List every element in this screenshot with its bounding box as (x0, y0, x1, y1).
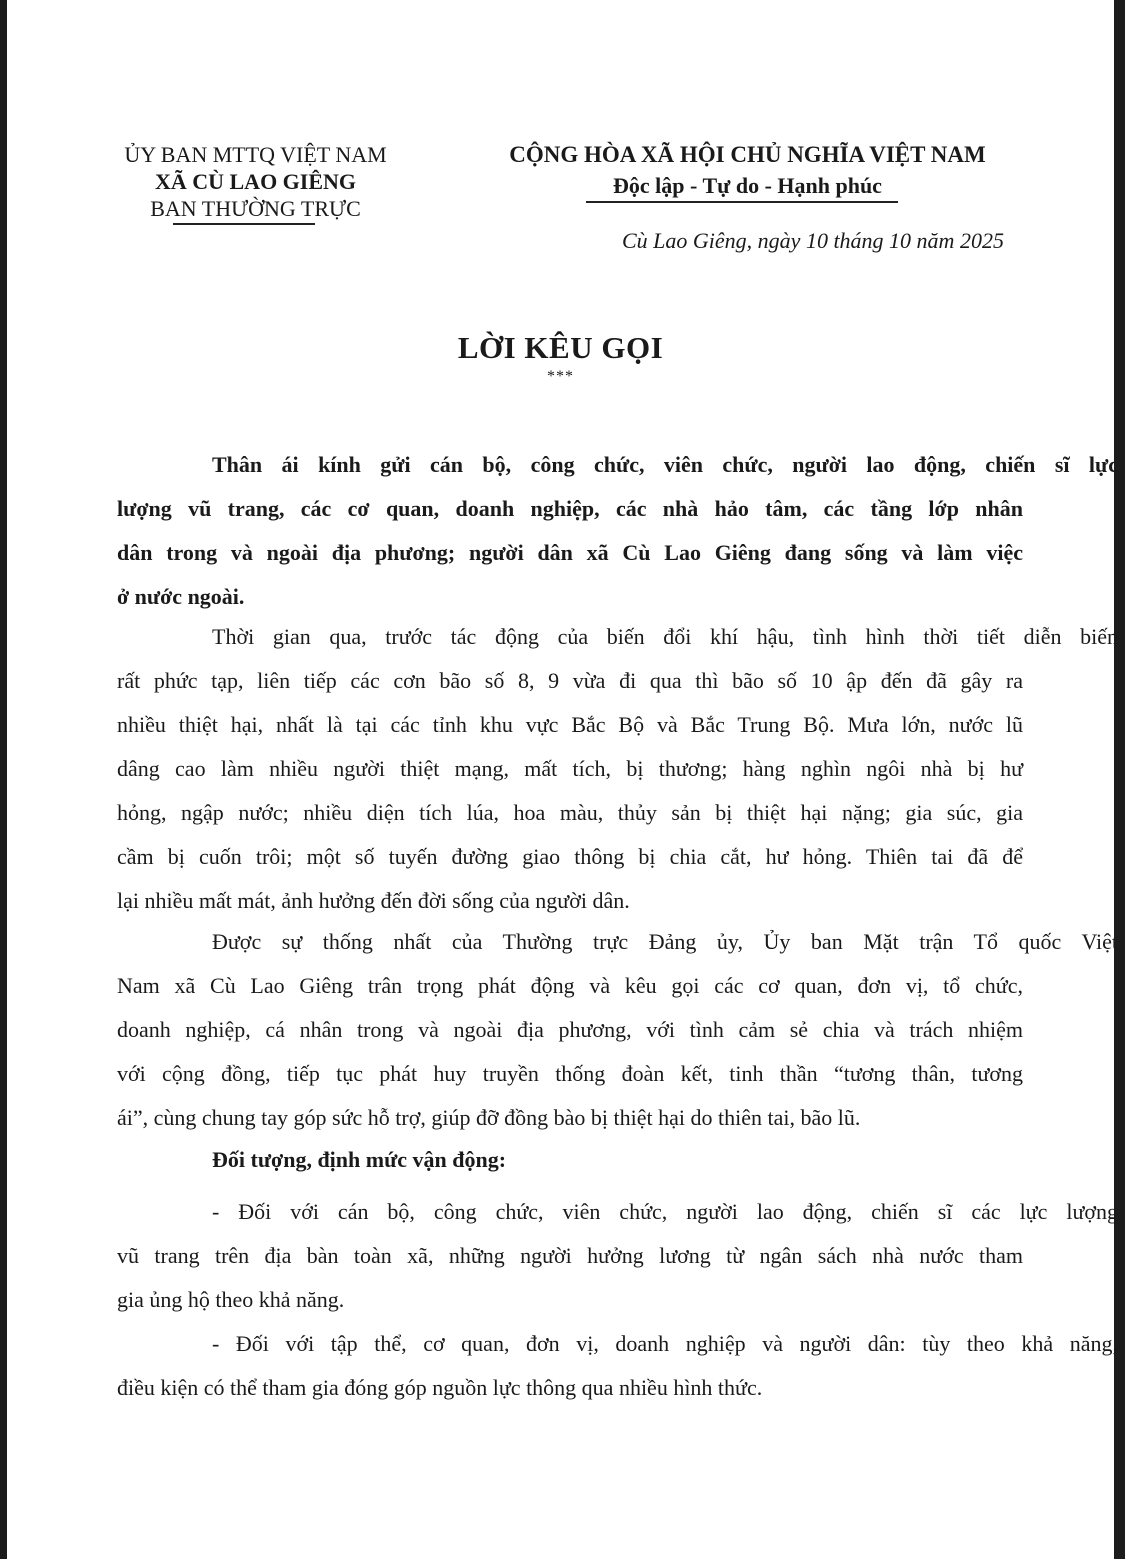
item-line: gia ủng hộ theo khả năng. (117, 1287, 345, 1312)
item-cadres (117, 1190, 1118, 1322)
appeal-line: Được sự thống nhất của Thường trực Đảng ủy, Ủy ban Mặt trận Tổ quốc Việt (212, 929, 1118, 954)
issuing-body-underline (173, 223, 315, 225)
appeal-paragraph (117, 920, 1118, 1140)
section-heading-text: Đối tượng, định mức vận động: (212, 1147, 507, 1172)
context-line: nhiều thiệt hại, nhất là tại các tỉnh khu vực Bắc Bộ và Bắc Trung Bộ. Mưa lớn, nước lũ (117, 712, 1023, 737)
document-title: LỜI KÊU GỌI (457, 330, 664, 365)
item-organizations (117, 1322, 1118, 1410)
section-heading (117, 1138, 1023, 1182)
context-line: rất phức tạp, liên tiếp các cơn bão số 8, 9 vừa đi qua thì bão số 10 ập đến đã gây ra (117, 668, 1023, 693)
item-line: điều kiện có thể tham gia đóng góp nguồn lực thông qua nhiều hình thức. (117, 1375, 763, 1400)
national-motto: Độc lập - Tự do - Hạnh phúc (613, 173, 882, 198)
item-line: vũ trang trên địa bàn toàn xã, những người hưởng lương từ ngân sách nhà nước tham (117, 1243, 1023, 1268)
context-line: dâng cao làm nhiều người thiệt mạng, mất tích, bị thương; hàng nghìn ngôi nhà bị hư (117, 756, 1023, 781)
appeal-line: với cộng đồng, tiếp tục phát huy truyền thống đoàn kết, tinh thần “tương thân, tương (117, 1061, 1023, 1086)
issuing-body-line1: ỦY BAN MTTQ VIỆT NAM (124, 142, 387, 167)
appeal-line: Nam xã Cù Lao Giêng trân trọng phát động và kêu gọi các cơ quan, đơn vị, tổ chức, (117, 973, 1023, 998)
item-line: - Đối với tập thể, cơ quan, đơn vị, doanh nghiệp và người dân: tùy theo khả năng, (212, 1331, 1118, 1356)
context-line: cầm bị cuốn trôi; một số tuyến đường giao thông bị chia cắt, hư hỏng. Thiên tai đã để (117, 844, 1023, 869)
context-line: hỏng, ngập nước; nhiều diện tích lúa, hoa màu, thủy sản bị thiệt hại nặng; gia súc, gia (117, 800, 1023, 825)
issuing-body-line3: BAN THƯỜNG TRỰC (150, 196, 361, 221)
place-date: Cù Lao Giêng, ngày 10 tháng 10 năm 2025 (622, 228, 1004, 253)
greeting-line: dân trong và ngoài địa phương; người dân xã Cù Lao Giêng đang sống và làm việc (117, 540, 1023, 565)
motto-underline (586, 201, 898, 203)
national-title: CỘNG HÒA XÃ HỘI CHỦ NGHĨA VIỆT NAM (509, 142, 986, 167)
title-ornament: *** (547, 368, 574, 385)
document-page (7, 0, 1118, 1559)
issuing-body-line2: XÃ CÙ LAO GIÊNG (154, 169, 357, 194)
greeting-paragraph (117, 443, 1118, 619)
context-line: Thời gian qua, trước tác động của biến đổi khí hậu, tình hình thời tiết diễn biến (212, 624, 1118, 649)
item-line: - Đối với cán bộ, công chức, viên chức, người lao động, chiến sĩ các lực lượng (212, 1199, 1118, 1224)
context-paragraph (117, 615, 1118, 923)
greeting-line: Thân ái kính gửi cán bộ, công chức, viên chức, người lao động, chiến sĩ lực (212, 452, 1118, 477)
context-line: lại nhiều mất mát, ảnh hưởng đến đời sống của người dân. (117, 888, 630, 913)
greeting-line: ở nước ngoài. (117, 584, 245, 609)
appeal-line: doanh nghiệp, cá nhân trong và ngoài địa phương, với tình cảm sẻ chia và trách nhiệm (117, 1017, 1023, 1042)
greeting-line: lượng vũ trang, các cơ quan, doanh nghiệp, các nhà hảo tâm, các tầng lớp nhân (117, 496, 1023, 521)
appeal-line: ái”, cùng chung tay góp sức hỗ trợ, giúp đỡ đồng bào bị thiệt hại do thiên tai, bão lũ. (117, 1105, 861, 1130)
